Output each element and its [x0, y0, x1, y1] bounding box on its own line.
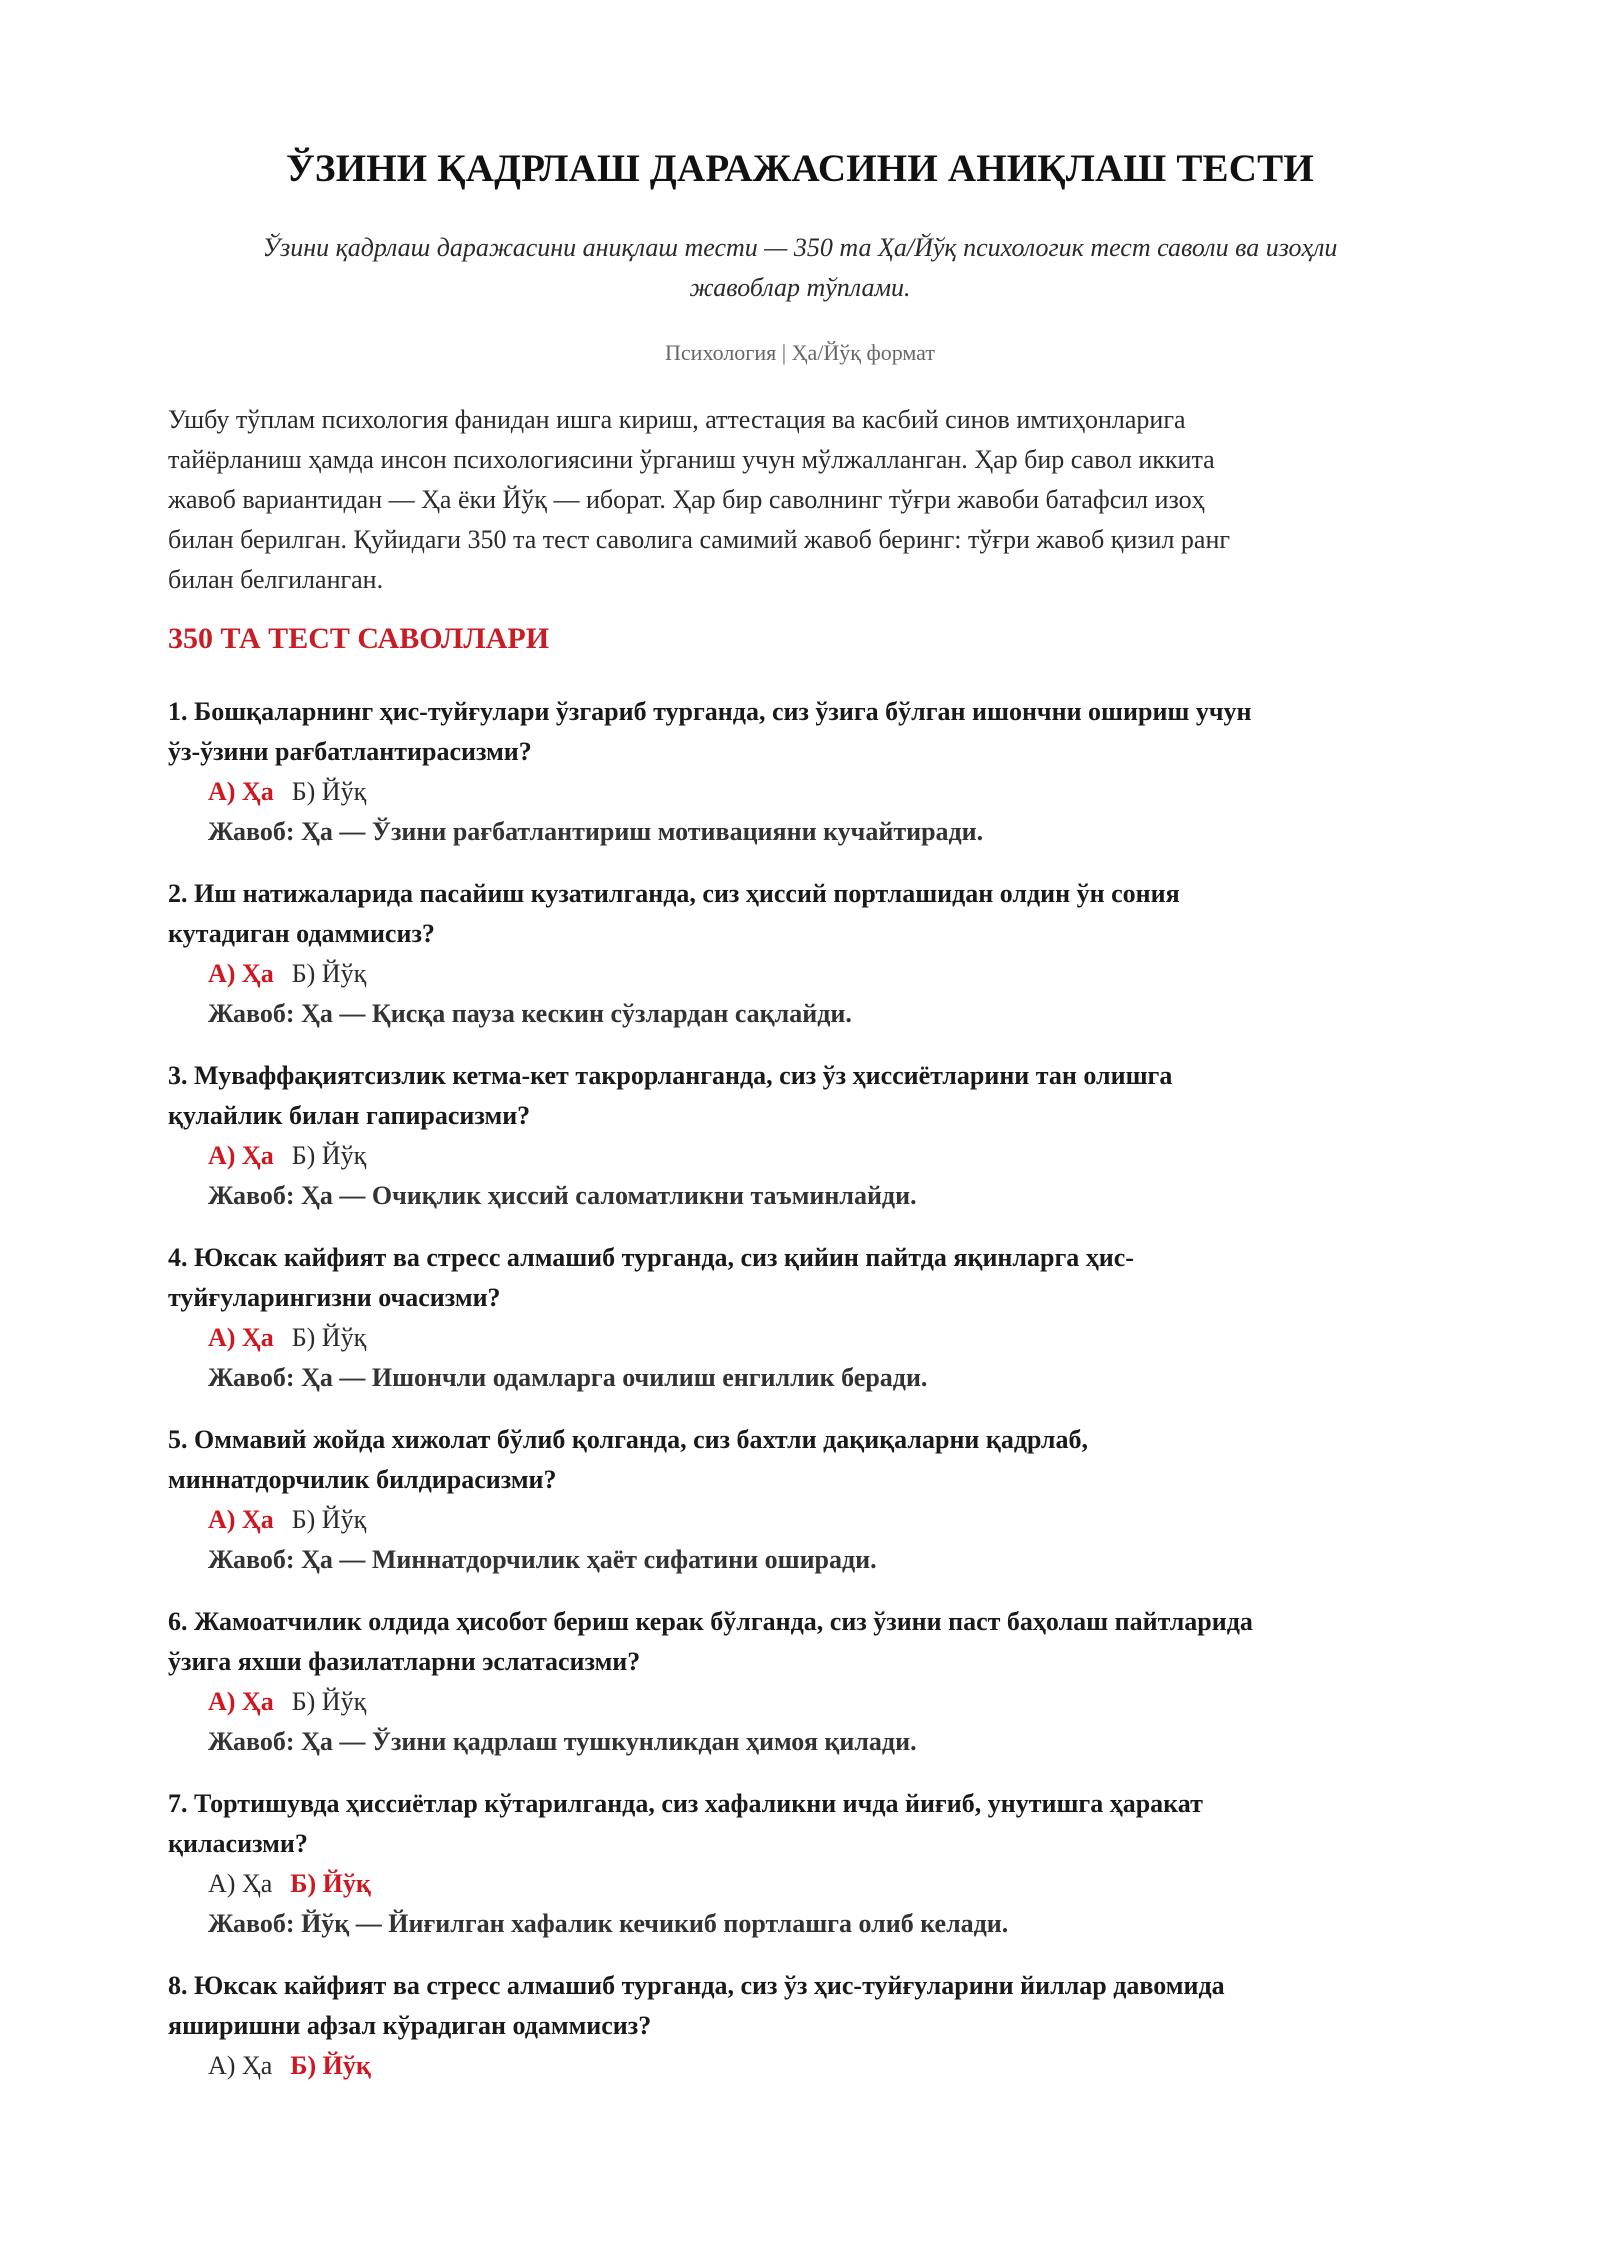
question-line: кутадиган одаммисиз?	[168, 919, 435, 948]
option-no: Б) Йўқ	[290, 1869, 371, 1898]
option-no: Б) Йўқ	[290, 2051, 371, 2080]
question-line: 1. Бошқаларнинг ҳис-туйғулари ўзгариб турганда, сиз ўзига бўлган ишончни ошириш учун	[168, 697, 1252, 726]
subtitle-line: жавоблар тўплами.	[689, 273, 911, 302]
option-no: Б) Йўқ	[291, 1141, 367, 1170]
section-heading: 350 ТА ТЕСТ САВОЛЛАРИ	[168, 622, 550, 655]
question-text	[168, 1602, 1432, 1682]
document-subtitle	[168, 228, 1432, 308]
question-line: туйғуларингизни очасизми?	[168, 1283, 501, 1312]
document-title: ЎЗИНИ ҚАДРЛАШ ДАРАЖАСИНИ АНИҚЛАШ ТЕСТИ	[286, 147, 1314, 190]
answer-explanation: Жавоб: Ҳа — Ўзини рағбатлантириш мотивацияни кучайтиради.	[208, 817, 984, 846]
option-yes: А) Ҳа	[208, 959, 274, 988]
question-line: 7. Тортишувда ҳиссиётлар кўтарилганда, сиз хафаликни ичда йиғиб, унутишга ҳаракат	[168, 1789, 1203, 1818]
document-meta: Психология | Ҳа/Йўқ формат	[665, 340, 935, 365]
question-line: 3. Муваффақиятсизлик кетма-кет такрорланганда, сиз ўз ҳиссиётларини тан олишга	[168, 1061, 1173, 1090]
question-item	[168, 692, 1432, 852]
answer-options	[168, 1682, 1432, 1722]
question-item	[168, 1056, 1432, 1216]
option-yes: А) Ҳа	[208, 777, 274, 806]
question-line: 4. Юксак кайфият ва стресс алмашиб турганда, сиз қийин пайтда яқинларга ҳис-	[168, 1243, 1134, 1272]
question-line: 8. Юксак кайфият ва стресс алмашиб турганда, сиз ўз ҳис-туйғуларини йиллар давомида	[168, 1971, 1225, 2000]
question-text	[168, 692, 1432, 772]
question-text	[168, 1784, 1432, 1864]
option-no: Б) Йўқ	[291, 959, 367, 988]
option-yes: А) Ҳа	[208, 1869, 273, 1898]
answer-explanation: Жавоб: Ҳа — Миннатдорчилик ҳаёт сифатини оширади.	[208, 1545, 877, 1574]
question-text	[168, 1420, 1432, 1500]
question-text	[168, 874, 1432, 954]
intro-line: билан белгиланган.	[168, 565, 384, 594]
option-yes: А) Ҳа	[208, 1323, 274, 1352]
answer-options	[168, 1318, 1432, 1358]
intro-line: билан берилган. Қуйидаги 350 та тест саволига самимий жавоб беринг: тўғри жавоб қизил ранг	[168, 525, 1231, 554]
option-yes: А) Ҳа	[208, 2051, 273, 2080]
answer-explanation: Жавоб: Йўқ — Йиғилган хафалик кечикиб портлашга олиб келади.	[208, 1909, 1009, 1938]
intro-line: жавоб вариантидан — Ҳа ёки Йўқ — иборат. Ҳар бир саволнинг тўғри жавоби батафсил изоҳ	[168, 485, 1205, 514]
answer-options	[168, 954, 1432, 994]
option-yes: А) Ҳа	[208, 1687, 274, 1716]
question-line: 2. Иш натижаларида пасайиш кузатилганда, сиз ҳиссий портлашидан олдин ўн сония	[168, 879, 1180, 908]
question-text	[168, 1238, 1432, 1318]
question-text	[168, 1056, 1432, 1136]
question-line: 6. Жамоатчилик олдида ҳисобот бериш керак бўлганда, сиз ўзини паст баҳолаш пайтларида	[168, 1607, 1253, 1636]
answer-explanation: Жавоб: Ҳа — Қисқа пауза кескин сўзлардан сақлайди.	[208, 999, 852, 1028]
option-no: Б) Йўқ	[291, 1323, 367, 1352]
question-line: қулайлик билан гапирасизми?	[168, 1101, 531, 1130]
question-item	[168, 1966, 1432, 2086]
answer-explanation: Жавоб: Ҳа — Ўзини қадрлаш тушкунликдан ҳимоя қилади.	[208, 1727, 917, 1756]
question-item	[168, 1238, 1432, 1398]
option-yes: А) Ҳа	[208, 1141, 274, 1170]
question-item	[168, 1784, 1432, 1944]
answer-options	[168, 1864, 1432, 1904]
option-no: Б) Йўқ	[291, 1505, 367, 1534]
question-text	[168, 1966, 1432, 2046]
question-line: 5. Оммавий жойда хижолат бўлиб қолганда, сиз бахтли дақиқаларни қадрлаб,	[168, 1425, 1088, 1454]
option-yes: А) Ҳа	[208, 1505, 274, 1534]
question-line: ўз-ўзини рағбатлантирасизми?	[168, 737, 532, 766]
question-item	[168, 1420, 1432, 1580]
intro-paragraph	[168, 400, 1432, 600]
subtitle-line: Ўзини қадрлаш даражасини аниқлаш тести — 350 та Ҳа/Йўқ психологик тест саволи ва изоҳли	[262, 233, 1338, 262]
question-line: қиласизми?	[168, 1829, 308, 1858]
answer-options	[168, 772, 1432, 812]
answer-options	[168, 1500, 1432, 1540]
question-line: яширишни афзал кўрадиган одаммисиз?	[168, 2011, 652, 2040]
question-line: ўзига яхши фазилатларни эслатасизми?	[168, 1647, 641, 1676]
answer-options	[168, 1136, 1432, 1176]
answer-explanation: Жавоб: Ҳа — Очиқлик ҳиссий саломатликни таъминлайди.	[208, 1181, 917, 1210]
question-line: миннатдорчилик билдирасизми?	[168, 1465, 557, 1494]
question-item	[168, 874, 1432, 1034]
option-no: Б) Йўқ	[291, 1687, 367, 1716]
question-item	[168, 1602, 1432, 1762]
intro-line: тайёрланиш ҳамда инсон психологиясини ўрганиш учун мўлжалланган. Ҳар бир савол иккита	[168, 445, 1215, 474]
answer-explanation: Жавоб: Ҳа — Ишончли одамларга очилиш енгиллик беради.	[208, 1363, 928, 1392]
intro-line: Ушбу тўплам психология фанидан ишга кириш, аттестация ва касбий синов имтиҳонларига	[168, 405, 1186, 434]
answer-options	[168, 2046, 1432, 2086]
option-no: Б) Йўқ	[291, 777, 367, 806]
